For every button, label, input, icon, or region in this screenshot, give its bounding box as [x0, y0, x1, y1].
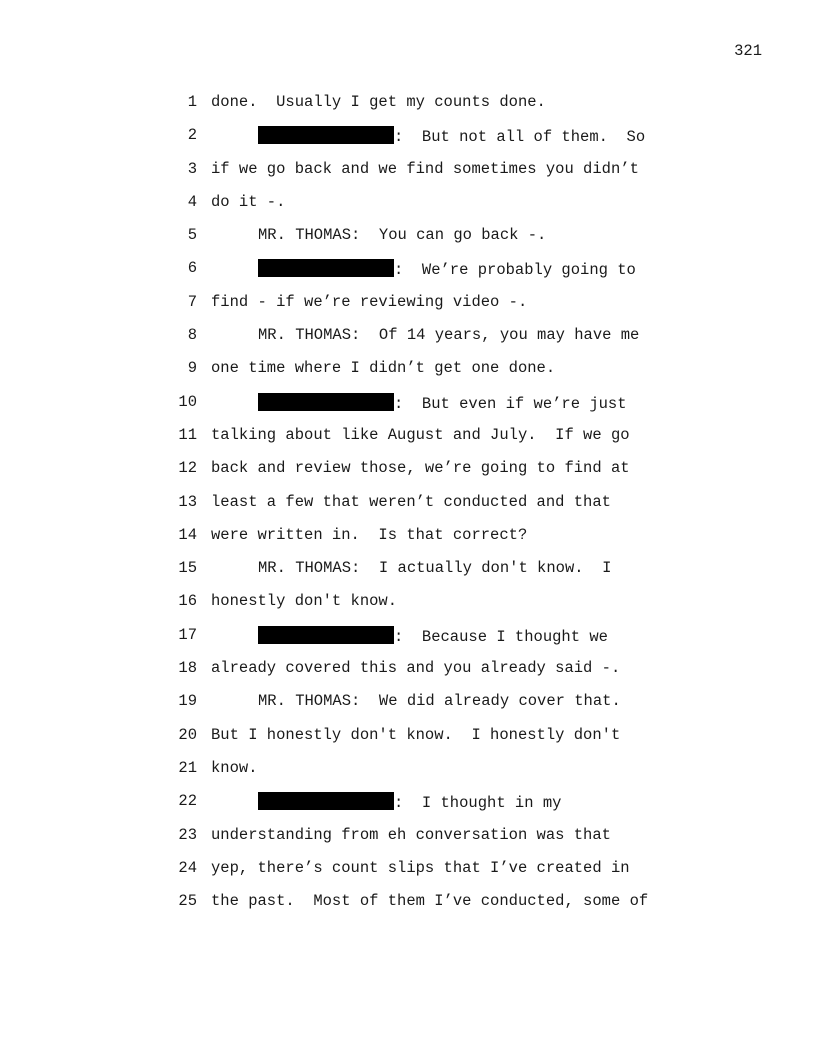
line-number: 18 — [178, 659, 197, 678]
transcript-line — [0, 826, 816, 859]
page-number: 321 — [734, 42, 762, 60]
line-number: 16 — [178, 592, 197, 611]
line-number: 5 — [187, 226, 197, 245]
line-text — [211, 759, 258, 777]
line-content: least a few that weren’t conducted and that — [211, 492, 611, 511]
line-content: already covered this and you already said -. — [211, 659, 621, 678]
transcript-line — [0, 426, 816, 459]
line-text — [211, 126, 645, 146]
line-number: 8 — [187, 326, 197, 345]
line-content: MR. THOMAS: You can go back -. — [258, 226, 547, 245]
line-number: 22 — [178, 792, 197, 811]
line-number: 15 — [178, 559, 197, 578]
transcript-line — [0, 592, 816, 625]
line-text — [211, 493, 611, 511]
transcript-line — [0, 226, 816, 259]
line-content: : We’re probably going to — [394, 261, 636, 280]
transcript-line — [0, 393, 816, 426]
transcript-line — [0, 193, 816, 226]
line-text — [211, 293, 527, 311]
redacted-speaker-name — [258, 393, 394, 411]
transcript-line — [0, 493, 816, 526]
line-content: if we go back and we find sometimes you didn’t — [211, 159, 639, 178]
line-content: : But even if we’re just — [394, 394, 627, 413]
line-content: MR. THOMAS: I actually don't know. I — [258, 559, 612, 578]
line-text — [211, 226, 546, 244]
line-content: MR. THOMAS: We did already cover that. — [258, 692, 621, 711]
line-content: one time where I didn’t get one done. — [211, 359, 556, 378]
line-text — [211, 726, 620, 744]
line-content: : Because I thought we — [394, 627, 608, 646]
line-content: yep, there’s count slips that I’ve created in — [211, 858, 630, 877]
line-text — [211, 160, 639, 178]
transcript-line — [0, 692, 816, 725]
line-text — [211, 559, 611, 577]
line-content: : But not all of them. So — [394, 128, 646, 147]
line-text — [211, 359, 555, 377]
transcript-line — [0, 160, 816, 193]
transcript-line — [0, 326, 816, 359]
transcript-line — [0, 126, 816, 159]
line-number: 4 — [187, 192, 197, 211]
redacted-speaker-name — [258, 259, 394, 277]
line-content: understanding from eh conversation was that — [211, 825, 611, 844]
line-content: back and review those, we’re going to find at — [211, 459, 630, 478]
transcript-line — [0, 293, 816, 326]
line-number: 17 — [178, 625, 197, 644]
line-number: 13 — [178, 492, 197, 511]
redacted-speaker-name — [258, 126, 394, 144]
line-number: 20 — [178, 725, 197, 744]
transcript-line — [0, 626, 816, 659]
line-text — [211, 326, 639, 344]
line-text — [211, 393, 627, 413]
line-text — [211, 692, 621, 710]
line-text — [211, 859, 630, 877]
line-number: 3 — [187, 159, 197, 178]
transcript-line — [0, 459, 816, 492]
line-number: 1 — [187, 93, 197, 111]
line-text — [211, 892, 648, 910]
transcript-body — [0, 93, 816, 925]
transcript-line — [0, 759, 816, 792]
transcript-line — [0, 859, 816, 892]
line-text — [211, 459, 630, 477]
line-number: 6 — [187, 259, 197, 278]
line-number: 21 — [178, 758, 197, 777]
line-content: done. Usually I get my counts done. — [211, 93, 546, 111]
line-content: talking about like August and July. If we go — [211, 425, 630, 444]
transcript-line — [0, 93, 816, 126]
line-content: were written in. Is that correct? — [211, 525, 528, 544]
redacted-speaker-name — [258, 792, 394, 810]
transcript-line — [0, 259, 816, 292]
line-text — [211, 259, 636, 279]
line-number: 11 — [178, 425, 197, 444]
line-number: 2 — [187, 126, 197, 145]
line-content: MR. THOMAS: Of 14 years, you may have me — [258, 326, 640, 345]
line-content: the past. Most of them I’ve conducted, some of — [211, 892, 649, 911]
line-text — [211, 426, 630, 444]
line-number: 7 — [187, 292, 197, 311]
line-number: 24 — [178, 858, 197, 877]
line-content: do it -. — [211, 192, 286, 211]
line-text — [211, 526, 527, 544]
transcript-line — [0, 559, 816, 592]
transcript-line — [0, 892, 816, 925]
line-content: know. — [211, 758, 258, 777]
line-text — [211, 193, 285, 211]
line-number: 14 — [178, 525, 197, 544]
redacted-speaker-name — [258, 626, 394, 644]
line-number: 10 — [178, 392, 197, 411]
transcript-line — [0, 792, 816, 825]
line-text — [211, 626, 608, 646]
transcript-line — [0, 659, 816, 692]
line-number: 25 — [178, 892, 197, 911]
line-content: find - if we’re reviewing video -. — [211, 292, 528, 311]
line-number: 9 — [187, 359, 197, 378]
line-content: But I honestly don't know. I honestly don't — [211, 725, 621, 744]
line-text — [211, 826, 611, 844]
line-content: honestly don't know. — [211, 592, 398, 611]
transcript-line — [0, 526, 816, 559]
line-text — [211, 93, 546, 111]
line-text — [211, 792, 561, 812]
line-text — [211, 592, 397, 610]
line-text — [211, 659, 620, 677]
line-number: 19 — [178, 692, 197, 711]
line-number: 12 — [178, 459, 197, 478]
line-number: 23 — [178, 825, 197, 844]
transcript-line — [0, 359, 816, 392]
transcript-line — [0, 726, 816, 759]
line-content: : I thought in my — [394, 794, 562, 813]
